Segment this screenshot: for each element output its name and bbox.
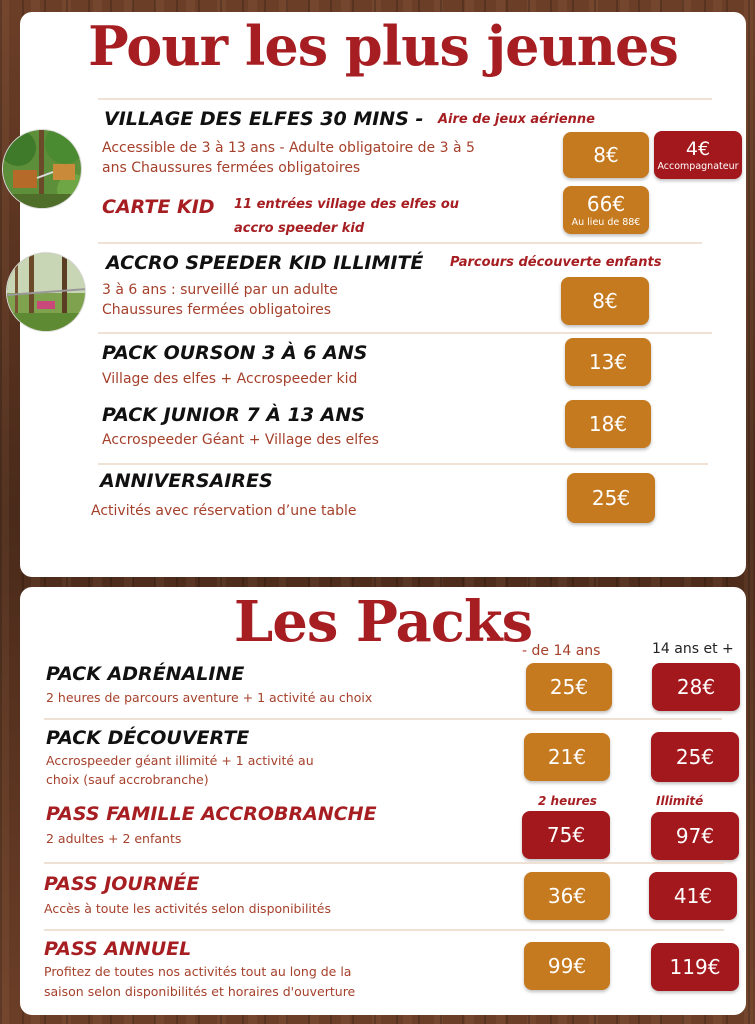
pack-junior-desc: Accrospeeder Géant + Village des elfes <box>102 432 379 448</box>
price-value: 97€ <box>675 824 715 848</box>
accro-speeder-photo <box>6 252 86 332</box>
village-sub: Aire de jeux aérienne <box>438 112 595 127</box>
price-value: 41€ <box>673 884 713 908</box>
forest-course-image <box>7 253 86 332</box>
price-value: 13€ <box>588 350 628 374</box>
divider <box>98 98 712 100</box>
pack-adrenaline-heading: PACK ADRÉNALINE <box>46 663 245 685</box>
pack-adrenaline-price-14plus <box>652 663 740 711</box>
divider <box>44 862 724 864</box>
price-value: 8€ <box>592 289 618 313</box>
price-value: 25€ <box>591 486 631 510</box>
price-value: 28€ <box>676 675 716 699</box>
column-unlimited: Illimité <box>656 794 704 808</box>
price-note: Accompagnateur <box>657 161 739 172</box>
young-kids-title: Pour les plus jeunes <box>88 14 678 78</box>
column-14-plus: 14 ans et + <box>652 641 734 657</box>
price-value: 18€ <box>588 412 628 436</box>
village-desc-1: Accessible de 3 à 13 ans - Adulte obligatoire de 3 à 5 <box>102 140 475 156</box>
anniversaires-heading: ANNIVERSAIRES <box>100 470 273 492</box>
price-value: 8€ <box>593 143 619 167</box>
accro-speeder-desc-1: 3 à 6 ans : surveillé par un adulte <box>102 282 338 298</box>
column-2-hours: 2 heures <box>538 794 597 808</box>
pass-journee-desc: Accès à toute les activités selon disponibilités <box>44 901 331 916</box>
price-value: 36€ <box>547 884 587 908</box>
accro-speeder-heading: ACCRO SPEEDER KID ILLIMITÉ <box>106 252 424 274</box>
village-heading: VILLAGE DES ELFES 30 MINS - <box>104 108 424 130</box>
pass-journee-price-under14 <box>524 872 610 920</box>
pass-annuel-desc-2: saison selon disponibilités et horaires d'ouverture <box>44 984 356 999</box>
price-value: 99€ <box>547 954 587 978</box>
carte-kid-sub-2: accro speeder kid <box>234 221 365 236</box>
price-value: 4€ <box>685 138 711 160</box>
price-value: 25€ <box>549 675 589 699</box>
pass-famille-price-unlimited <box>651 812 739 860</box>
price-value: 21€ <box>547 745 587 769</box>
accro-speeder-desc-2: Chaussures fermées obligatoires <box>102 302 332 318</box>
pass-journee-heading: PASS JOURNÉE <box>44 873 200 895</box>
pass-annuel-price-14plus <box>651 943 739 991</box>
pass-annuel-price-under14 <box>524 942 610 990</box>
pack-junior-heading: PACK JUNIOR 7 À 13 ANS <box>102 404 365 426</box>
young-kids-card <box>20 12 746 577</box>
divider <box>98 332 712 334</box>
pack-ourson-desc: Village des elfes + Accrospeeder kid <box>102 371 358 387</box>
village-desc-2: ans Chaussures fermées obligatoires <box>102 160 361 176</box>
price-value: 119€ <box>669 955 721 979</box>
pack-junior-price <box>565 400 651 448</box>
pack-decouverte-price-under14 <box>524 733 610 781</box>
pass-journee-price-14plus <box>649 872 737 920</box>
pack-decouverte-heading: PACK DÉCOUVERTE <box>46 727 250 749</box>
carte-kid-sub-1: 11 entrées village des elfes ou <box>234 197 460 212</box>
anniversaires-price <box>567 473 655 523</box>
pass-annuel-desc-1: Profitez de toutes nos activités tout au long de la <box>44 964 352 979</box>
village-price <box>563 132 649 178</box>
divider <box>98 463 708 465</box>
pass-famille-price-2h <box>522 811 610 859</box>
pack-decouverte-price-14plus <box>651 732 739 782</box>
pack-decouverte-desc-2: choix (sauf accrobranche) <box>46 772 209 787</box>
column-under-14: - de 14 ans <box>522 643 601 659</box>
carte-kid-price <box>563 186 649 234</box>
divider <box>44 718 722 720</box>
pass-famille-desc: 2 adultes + 2 enfants <box>46 831 182 846</box>
packs-card <box>20 587 746 1015</box>
anniversaires-desc: Activités avec réservation d’une table <box>91 503 357 519</box>
pack-decouverte-desc-1: Accrospeeder géant illimité + 1 activité au <box>46 753 314 768</box>
pack-adrenaline-desc: 2 heures de parcours aventure + 1 activité au choix <box>46 690 373 705</box>
village-des-elfes-photo <box>2 129 82 209</box>
price-note: Au lieu de 88€ <box>571 217 641 228</box>
divider <box>98 242 702 244</box>
pack-ourson-price <box>565 338 651 386</box>
price-value: 66€ <box>586 192 626 216</box>
pass-annuel-heading: PASS ANNUEL <box>44 938 192 960</box>
price-value: 25€ <box>675 745 715 769</box>
packs-title: Les Packs <box>233 589 533 655</box>
tree-house-image <box>3 130 82 209</box>
pack-ourson-heading: PACK OURSON 3 À 6 ANS <box>102 342 368 364</box>
village-companion-price <box>654 131 742 179</box>
pass-famille-heading: PASS FAMILLE ACCROBRANCHE <box>46 803 377 825</box>
price-value: 75€ <box>546 823 586 847</box>
pack-adrenaline-price-under14 <box>526 663 612 711</box>
divider <box>44 929 724 931</box>
accro-speeder-price <box>561 277 649 325</box>
carte-kid-heading: CARTE KID <box>102 196 215 218</box>
accro-speeder-sub: Parcours découverte enfants <box>450 255 662 270</box>
